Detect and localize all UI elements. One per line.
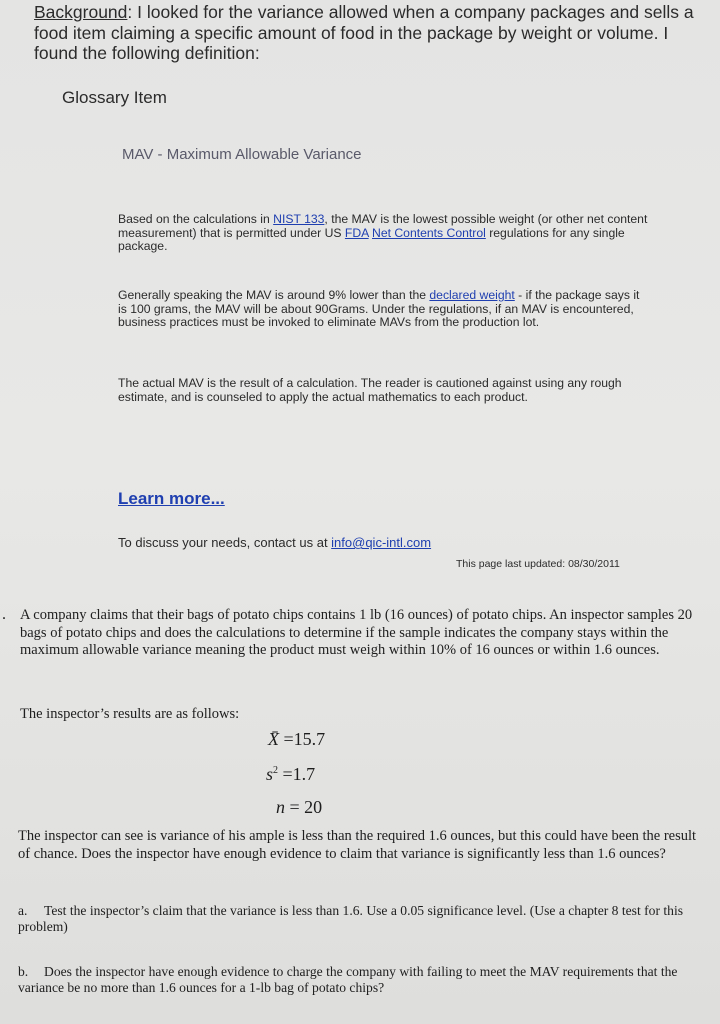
para1-text-1: Based on the calculations in (118, 212, 274, 226)
part-b-text: Does the inspector have enough evidence to charge the company with failing to meet the MAV requirements that the variance be no more than 1.6 ounces for a 1-lb bag of potato chips? (18, 964, 678, 995)
mav-paragraph-1 (118, 213, 648, 254)
problem-conclusion: The inspector can see is variance of his ample is less than the required 1.6 ounces, but this could have been the result of chance. Does the inspector have enough evidence to claim that variance is significantly less than 1.6 ounces? (18, 828, 697, 862)
last-updated-text: This page last updated: 08/30/2011 (456, 558, 620, 570)
xbar-value: =15.7 (283, 729, 326, 749)
background-paragraph (34, 2, 706, 64)
xbar-formula (268, 729, 325, 750)
part-a-text: Test the inspector’s claim that the variance is less than 1.6. Use a 0.05 significance level. (Use a chapter 8 test for this problem) (18, 903, 684, 934)
para2-text-2: - if the package says it is 100 grams, the MAV will be about 90Grams. Under the regulations, if an MAV is encountered, business practices must be invoked to eliminate MAVs from the production lot. (118, 288, 640, 330)
para2-text-1: Generally speaking the MAV is around 9% lower than the (118, 288, 430, 302)
background-text: : I looked for the variance allowed when a company packages and sells a food item claiming a specific amount of food in the package by weight or volume. I found the following definition: (34, 2, 694, 63)
fda-link[interactable]: FDA (344, 225, 369, 240)
para1-text-2: , the MAV is the lowest possible weight (or other net content measurement) that is permitted under US (118, 212, 648, 240)
problem-intro: A company claims that their bags of potato chips contains 1 lb (16 ounces) of potato chips. An inspector samples 20 bags of potato chips and does the calculations to determine if the sample indicates the company stays within the maximum allowable variance meaning the product must weigh within 10% of 16 ounces or within 1.6 ounces. (20, 607, 693, 658)
part-a-letter: a. (18, 903, 28, 918)
variance-formula (266, 764, 315, 785)
sample-size-formula (276, 797, 322, 818)
net-contents-control-link[interactable]: Net Contents Control (372, 225, 486, 240)
list-bullet: . (2, 606, 6, 623)
n-symbol: n (276, 797, 285, 817)
mav-paragraph-2 (118, 289, 648, 330)
mav-paragraph-3: The actual MAV is the result of a calculation. The reader is cautioned against using any rough estimate, and is counseled to apply the actual mathematics to each product. (118, 376, 622, 404)
para1-text-4: regulations for any single package. (118, 225, 625, 254)
xbar-symbol: X̄ (268, 729, 279, 749)
s-symbol: s (266, 764, 274, 784)
background-label: Background (34, 2, 128, 22)
part-a (18, 903, 708, 934)
part-b-letter: b. (18, 964, 29, 979)
contact-text: To discuss your needs, contact us at (118, 535, 332, 550)
learn-more-link[interactable]: Learn more... (118, 489, 225, 508)
part-b (18, 964, 708, 995)
mav-title: MAV - Maximum Allowable Variance (122, 146, 362, 163)
results-intro: The inspector’s results are as follows: (20, 706, 240, 722)
glossary-heading: Glossary Item (62, 88, 167, 107)
contact-email-link[interactable]: info@qic-intl.com (331, 535, 432, 550)
declared-weight-link[interactable]: declared weight (429, 288, 515, 302)
contact-line (118, 535, 431, 550)
nist-133-link[interactable]: NIST 133 (273, 212, 325, 226)
n-value: = 20 (289, 797, 323, 817)
s-exponent: 2 (273, 765, 279, 776)
s2-value: =1.7 (282, 764, 316, 784)
